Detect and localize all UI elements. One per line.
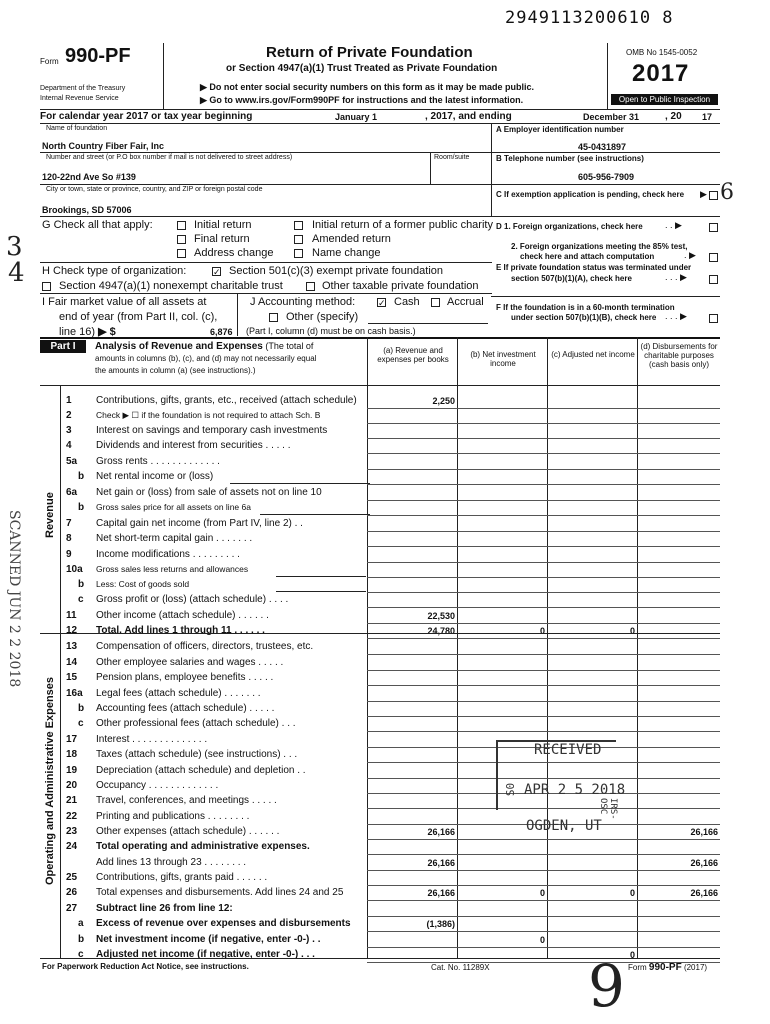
- row-rule: [367, 592, 720, 593]
- row-rule: [367, 638, 720, 639]
- g-final-return-label: Final return: [194, 233, 250, 245]
- row-description: Compensation of officers, directors, trustees, etc.: [96, 641, 314, 652]
- handwritten-6: 6: [720, 180, 734, 205]
- j-cash-label: Cash: [394, 296, 420, 308]
- d1-label: D 1. Foreign organizations, check here: [496, 222, 643, 231]
- handwritten-4: 4: [8, 258, 25, 288]
- g-name-change-checkbox[interactable]: [294, 249, 303, 258]
- row-description: Contributions, gifts, grants, etc., received (attach schedule): [96, 395, 357, 406]
- row-number: c: [78, 594, 84, 605]
- stamp-border-left: [496, 740, 498, 810]
- row-rule: [367, 731, 720, 732]
- row-number: 3: [66, 425, 72, 436]
- row-number: 22: [66, 811, 78, 822]
- i-fmv-value: 6,876: [210, 327, 233, 337]
- ssn-warning: ▶ Do not enter social security numbers on this form as it may be made public.: [200, 82, 534, 92]
- col-a-header: (a) Revenue and expenses per books: [377, 346, 449, 364]
- city-label: City or town, state or province, country, and ZIP or foreign postal code: [46, 186, 263, 193]
- e-label-2: section 507(b)(1)(A), check here: [511, 274, 632, 283]
- row-description: Adjusted net income (if negative, enter -0-) . . .: [96, 949, 315, 960]
- ij-divider: [237, 293, 238, 336]
- ein-value: 45-0431897: [578, 142, 627, 152]
- row-number: 12: [66, 625, 78, 636]
- row-number: 11: [66, 610, 77, 621]
- col-d-left-line: [637, 337, 638, 958]
- f-label-2: under section 507(b)(1)(B), check here: [511, 313, 657, 322]
- name-label: Name of foundation: [46, 125, 108, 132]
- e-dots: . . . ▶: [665, 272, 687, 282]
- row-description: Gross rents . . . . . . . . . . . . .: [96, 456, 220, 467]
- calendar-yr: 17: [702, 112, 713, 122]
- row-number: 10a: [66, 564, 83, 575]
- room-label: Room/suite: [434, 154, 470, 161]
- j-accrual-checkbox[interactable]: [431, 298, 440, 307]
- row-description: Travel, conferences, and meetings . . . . .: [96, 795, 277, 806]
- e-checkbox[interactable]: [709, 275, 718, 284]
- d2-label-b: check here and attach computation: [520, 252, 655, 261]
- row-number: 20: [66, 780, 78, 791]
- row-number: 4: [66, 440, 72, 451]
- col-b-left-line: [457, 337, 458, 958]
- stamp-ogden: OGDEN, UT: [526, 818, 602, 834]
- row-number: b: [78, 502, 85, 513]
- row-rule: [367, 701, 720, 702]
- g-address-change-checkbox[interactable]: [177, 249, 186, 258]
- inline-entry-line: [260, 514, 370, 515]
- row-description: Printing and publications . . . . . . . .: [96, 811, 250, 822]
- name-rule: [40, 152, 720, 153]
- h-other-taxable-checkbox[interactable]: [306, 282, 315, 291]
- row-value-col-d: 26,166: [690, 858, 718, 868]
- foundation-name: North Country Fiber Fair, Inc: [42, 141, 165, 151]
- row-description: Gross profit or (loss) (attach schedule) . . . .: [96, 594, 289, 605]
- inline-entry-line: [276, 591, 366, 592]
- row-rule: [367, 900, 720, 901]
- row-description: Net short-term capital gain . . . . . . .: [96, 533, 253, 544]
- footer-form: Form 990-PF (2017): [628, 962, 708, 973]
- inline-entry-line: [230, 483, 370, 484]
- row-value-col-a: 26,166: [427, 888, 455, 898]
- h-501c3-checkbox[interactable]: ✓: [213, 267, 221, 277]
- i-label-2: end of year (from Part II, col. (c),: [59, 311, 218, 323]
- stamp-date: APR 2 5 2018: [524, 782, 626, 798]
- col-a-left-line: [367, 337, 368, 958]
- org-divider: [491, 123, 492, 216]
- row-rule: [367, 716, 720, 717]
- col-c-left-line: [547, 337, 548, 958]
- row-value-col-b: 0: [539, 888, 545, 898]
- row-description: Other employee salaries and wages . . . . .: [96, 657, 284, 668]
- row-number: 1: [66, 395, 72, 406]
- row-description: Total operating and administrative expenses.: [96, 841, 310, 852]
- row-value-col-c: 0: [629, 888, 635, 898]
- handwritten-3: 3: [6, 232, 23, 262]
- dln-number: 2949113200610 8: [505, 8, 674, 28]
- row-value-col-c: 0: [629, 950, 635, 960]
- row-description: Occupancy . . . . . . . . . . . . .: [96, 780, 219, 791]
- row-number: a: [78, 918, 84, 929]
- calendar-comma20: , 20: [665, 111, 682, 122]
- city-value: Brookings, SD 57006: [42, 205, 132, 215]
- row-value-col-a: 26,166: [427, 858, 455, 868]
- d1-dots: . . ▶: [665, 220, 682, 230]
- row-description: Dividends and interest from securities . . . . .: [96, 440, 291, 451]
- row-rule: [367, 670, 720, 671]
- city-rule: [40, 216, 720, 217]
- received-stamp: [496, 738, 636, 838]
- dept-treasury: Department of the Treasury: [40, 85, 126, 92]
- row-description: Other income (attach schedule) . . . . . .: [96, 610, 269, 621]
- part1-heading: Analysis of Revenue and Expenses (The total of: [95, 341, 314, 352]
- row-rule: [367, 408, 720, 409]
- form-title: Return of Private Foundation: [266, 44, 473, 61]
- row-description: Pension plans, employee benefits . . . . .: [96, 672, 274, 683]
- row-description: Net investment income (if negative, enter -0-) . .: [96, 934, 321, 945]
- row-description: Net rental income or (loss): [96, 471, 214, 482]
- f-label-1: F If the foundation is in a 60-month termination: [496, 303, 675, 312]
- row-description: Less: Cost of goods sold: [96, 579, 190, 589]
- part1-desc-2: amounts in columns (b), (c), and (d) may not necessarily equal: [95, 354, 317, 363]
- h-4947-label: Section 4947(a)(1) nonexempt charitable trust: [59, 280, 283, 292]
- row-rule: [367, 947, 720, 948]
- row-number: 17: [66, 734, 78, 745]
- i-label-1: I Fair market value of all assets at: [42, 296, 207, 308]
- row-number: 25: [66, 872, 78, 883]
- row-description: Gross sales less returns and allowances: [96, 564, 249, 574]
- row-number: c: [78, 718, 84, 729]
- row-description: Excess of revenue over expenses and disbursements: [96, 918, 351, 929]
- row-description: Contributions, gifts, grants paid . . . . . .: [96, 872, 268, 883]
- i-label-3: line 16) ▶ $: [59, 326, 116, 338]
- row-value-col-b: 0: [539, 626, 545, 636]
- j-other-label: Other (specify): [286, 311, 359, 323]
- stamp-irs-osc: IRS-OSC: [598, 798, 618, 820]
- form-prefix: Form: [40, 57, 59, 66]
- irs-label: Internal Revenue Service: [40, 95, 119, 102]
- calendar-begin: January 1: [335, 112, 378, 122]
- stamp-border-top: [496, 740, 616, 742]
- row-number: b: [78, 471, 85, 482]
- e-label-1: E If private foundation status was terminated under: [496, 263, 692, 272]
- row-value-col-a: 24,780: [427, 626, 455, 636]
- row-description: Interest on savings and temporary cash investments: [96, 425, 328, 436]
- row-rule: [367, 607, 720, 608]
- header-divider-left: [163, 43, 164, 110]
- g-initial-return-label: Initial return: [194, 219, 252, 231]
- omb-number: OMB No 1545-0052: [626, 48, 698, 57]
- row-description: Total. Add lines 1 through 11 . . . . . .: [96, 625, 265, 636]
- row-number: 13: [66, 641, 78, 652]
- ij-bottom-rule: [40, 337, 720, 339]
- g-initial-former-checkbox[interactable]: [294, 221, 303, 230]
- footer-paperwork: For Paperwork Reduction Act Notice, see instructions.: [42, 962, 249, 971]
- header-divider-right: [607, 43, 608, 110]
- h-501c3-label: Section 501(c)(3) exempt private foundation: [229, 265, 444, 277]
- row-rule: [367, 885, 720, 886]
- h-rule: [40, 293, 492, 294]
- h-label: H Check type of organization:: [42, 265, 187, 277]
- col-d-header: (d) Disbursements for charitable purposes (cash basis only): [640, 342, 718, 369]
- h-4947-checkbox[interactable]: [42, 282, 51, 291]
- form-subtitle: or Section 4947(a)(1) Trust Treated as Private Foundation: [226, 63, 498, 74]
- street-rule: [40, 184, 720, 185]
- row-description: Accounting fees (attach schedule) . . . . .: [96, 703, 275, 714]
- row-number: 21: [66, 795, 78, 806]
- row-value-col-b: 0: [539, 935, 545, 945]
- row-number: 23: [66, 826, 78, 837]
- row-number: b: [78, 934, 85, 945]
- d2-dots: . ▶: [684, 250, 696, 260]
- row-description: Other expenses (attach schedule) . . . . . .: [96, 826, 280, 837]
- row-number: 9: [66, 549, 72, 560]
- ein-label: A Employer identification number: [496, 125, 624, 134]
- footer-cat-no: Cat. No. 11289X: [431, 963, 490, 972]
- row-number: c: [78, 949, 84, 960]
- side-label-divider: [60, 385, 61, 958]
- row-number: 18: [66, 749, 78, 760]
- c-exemption-label: C If exemption application is pending, check here: [496, 190, 685, 199]
- row-value-col-a: 22,530: [427, 611, 455, 621]
- phone-value: 605-956-7909: [578, 172, 635, 182]
- street-label: Number and street (or P.O box number if mail is not delivered to street address): [46, 154, 293, 161]
- inline-entry-line: [276, 576, 366, 577]
- row-number: 2: [66, 410, 72, 421]
- row-description: Check ▶ ☐ if the foundation is not required to attach Sch. B: [96, 410, 321, 420]
- f-dots: . . . ▶: [665, 311, 687, 321]
- row-description: Capital gain net income (from Part IV, line 2) . .: [96, 518, 303, 529]
- row-rule: [367, 484, 720, 485]
- calendar-end: December 31: [583, 112, 640, 122]
- j-note: (Part I, column (d) must be on cash basis.): [246, 326, 416, 336]
- j-other-checkbox[interactable]: [269, 313, 278, 322]
- revenue-expense-rule: [40, 633, 720, 634]
- row-rule: [367, 870, 720, 871]
- row-description: Income modifications . . . . . . . . .: [96, 549, 240, 560]
- row-value-col-d: 26,166: [690, 888, 718, 898]
- part1-desc-3: the amounts in column (a) (see instructions).): [95, 366, 256, 375]
- row-number: b: [78, 703, 85, 714]
- d1-checkbox[interactable]: [709, 223, 718, 232]
- form-number: 990-PF: [65, 45, 131, 67]
- j-accrual-label: Accrual: [447, 296, 484, 308]
- row-number: 16a: [66, 688, 83, 699]
- side-scanned-stamp: SCANNED JUN 2 2 2018: [6, 510, 22, 688]
- row-value-col-a: 26,166: [427, 827, 455, 837]
- col-b-header: (b) Net investment income: [470, 350, 536, 368]
- g-address-change-label: Address change: [194, 247, 274, 259]
- row-description: Other professional fees (attach schedule) . . .: [96, 718, 296, 729]
- row-description: Total expenses and disbursements. Add lines 24 and 25: [96, 887, 344, 898]
- row-rule: [367, 654, 720, 655]
- row-rule: [367, 562, 720, 563]
- row-number: 24: [66, 841, 78, 852]
- g-amended-return-label: Amended return: [312, 233, 391, 245]
- row-value-col-c: 0: [629, 626, 635, 636]
- goto-instructions: ▶ Go to www.irs.gov/Form990PF for instructions and the latest information.: [200, 95, 524, 105]
- row-description: Interest . . . . . . . . . . . . . .: [96, 734, 208, 745]
- stamp-code: S0: [504, 782, 518, 797]
- row-rule: [367, 931, 720, 932]
- side-label-expenses: Operating and Administrative Expenses: [44, 676, 56, 885]
- row-number: 27: [66, 903, 78, 914]
- row-description: Depreciation (attach schedule) and depletion . .: [96, 765, 306, 776]
- stamp-received: RECEIVED: [534, 742, 602, 758]
- g-amended-return-checkbox[interactable]: [294, 235, 303, 244]
- g-initial-return-checkbox[interactable]: [177, 221, 186, 230]
- row-rule: [367, 546, 720, 547]
- d2-checkbox[interactable]: [709, 253, 718, 262]
- g-label: G Check all that apply:: [42, 219, 153, 231]
- row-value-col-a: 2,250: [432, 396, 455, 406]
- row-number: 6a: [66, 487, 78, 498]
- row-number: 14: [66, 657, 78, 668]
- open-to-public-badge: Open to Public Inspection: [611, 94, 718, 105]
- row-description: Add lines 13 through 23 . . . . . . . .: [96, 857, 247, 868]
- calendar-label: For calendar year 2017 or tax year beginning: [40, 111, 253, 122]
- row-value-col-a: (1,386): [426, 919, 455, 929]
- row-description: Legal fees (attach schedule) . . . . . . .: [96, 688, 261, 699]
- calendar-rule: [40, 123, 720, 124]
- row-number: 26: [66, 887, 78, 898]
- f-checkbox[interactable]: [709, 314, 718, 323]
- row-rule: [367, 438, 720, 439]
- d2-label-a: 2. Foreign organizations meeting the 85% test,: [511, 242, 688, 251]
- row-number: 7: [66, 518, 72, 529]
- j-other-line: [368, 323, 488, 324]
- row-rule: [367, 839, 720, 840]
- street-value: 120-22nd Ave So #139: [42, 172, 136, 182]
- j-cash-checkbox[interactable]: ✓: [378, 298, 386, 308]
- row-number: 19: [66, 765, 78, 776]
- room-divider: [430, 152, 431, 184]
- row-rule: [367, 854, 720, 855]
- row-rule: [367, 623, 720, 624]
- row-rule: [367, 531, 720, 532]
- row-rule: [367, 515, 720, 516]
- row-rule: [367, 500, 720, 501]
- row-number: 8: [66, 533, 72, 544]
- phone-label: B Telephone number (see instructions): [496, 154, 644, 163]
- c-checkbox[interactable]: [709, 191, 718, 200]
- row-rule: [367, 577, 720, 578]
- h-other-taxable-label: Other taxable private foundation: [322, 280, 479, 292]
- header-bottom-rule: [40, 109, 720, 110]
- row-number: b: [78, 579, 85, 590]
- g-final-return-checkbox[interactable]: [177, 235, 186, 244]
- j-label: J Accounting method:: [250, 296, 356, 308]
- row-rule: [367, 469, 720, 470]
- row-number: 5a: [66, 456, 78, 467]
- row-description: Gross sales price for all assets on line 6a: [96, 502, 251, 512]
- row-description: Taxes (attach schedule) (see instructions) . . .: [96, 749, 298, 760]
- row-rule: [367, 685, 720, 686]
- e-rule: [491, 296, 720, 297]
- col-c-header: (c) Adjusted net income: [551, 350, 635, 359]
- calendar-mid: , 2017, and ending: [425, 111, 512, 122]
- row-rule: [367, 453, 720, 454]
- row-rule: [367, 423, 720, 424]
- handwritten-9: 9: [588, 952, 625, 1020]
- part1-tag: Part I: [40, 340, 86, 353]
- row-rule: [367, 916, 720, 917]
- part1-header-rule: [40, 385, 720, 386]
- row-value-col-d: 26,166: [690, 827, 718, 837]
- row-description: Net gain or (loss) from sale of assets not on line 10: [96, 487, 322, 498]
- c-arrow: ▶: [700, 189, 707, 199]
- row-description: Subtract line 26 from line 12:: [96, 903, 233, 914]
- g-name-change-label: Name change: [312, 247, 381, 259]
- side-label-revenue: Revenue: [44, 492, 56, 538]
- g-rule: [40, 262, 492, 263]
- row-number: 15: [66, 672, 78, 683]
- tax-year: 2017: [632, 60, 690, 87]
- g-initial-former-label: Initial return of a former public charity: [312, 219, 493, 231]
